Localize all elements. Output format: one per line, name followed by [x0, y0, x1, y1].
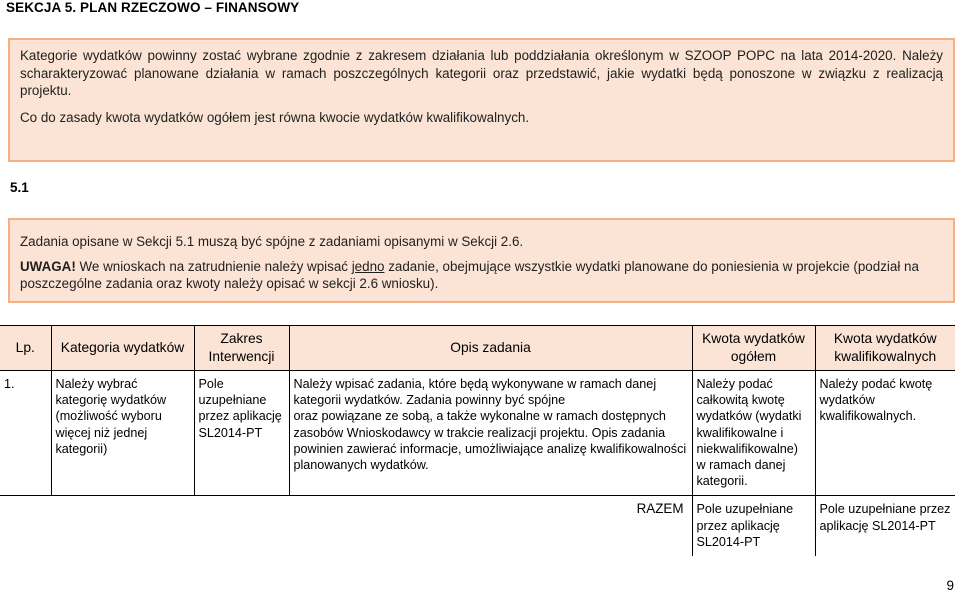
header-total-amount: Kwota wydatków ogółem — [692, 326, 815, 371]
sum-label: RAZEM — [0, 496, 692, 556]
info-box-guidelines — [8, 38, 955, 162]
guideline-note: Co do zasady kwota wydatków ogółem jest równa kwocie wydatków kwalifikowalnych. — [20, 109, 530, 125]
page-number: 9 — [946, 578, 954, 593]
sum-row — [0, 496, 955, 556]
cell-eligible-amount[interactable]: Należy podać kwotę wydatków kwalifikowalnych. — [815, 371, 955, 496]
guideline-paragraph: Kategorie wydatków powinny zostać wybrane zgodnie z zakresem działania lub poddziałania określonym w SZOOP POPC na lata 2014-2020. Należy scharakteryzować planowane działania w ramach poszczególnych kategorii oraz przedstawić, jakie wydatki będą ponoszone w związku z realizacją projektu. — [20, 48, 943, 98]
warning-text-post: zadanie, obejmujące wszystkie wydatki planowane do poniesienia w projekcie (podział na poszczególne zadania oraz kwoty należy opisać w sekcji 2.6 wniosku). — [20, 258, 919, 291]
header-eligible-amount: Kwota wydatków kwalifikowalnych — [815, 326, 955, 371]
warning-text-pre: We wnioskach na zatrudnienie należy wpisać — [75, 258, 352, 274]
description-text-2: oraz powiązane ze sobą, a także wykonalne w ramach dostępnych zasobów Wnioskodawcy w trakcie realizacji projektu. Opis zadania powinien zawierać informacje, umożliwiające analizę kwalifikowalności planowanych wydatków. — [293, 409, 687, 473]
header-lp: Lp. — [0, 326, 51, 371]
expenses-table — [0, 325, 955, 556]
cell-lp: 1. — [0, 371, 51, 496]
cell-description[interactable] — [289, 371, 692, 496]
cell-total-amount[interactable]: Należy podać całkowitą kwotę wydatków (wydatki kwalifikowalne i niekwalifikowalne) w ramach danej kategorii. — [692, 371, 815, 496]
cell-category[interactable]: Należy wybrać kategorię wydatków (możliwość wyboru więcej niż jednej kategorii) — [51, 371, 194, 496]
info-box-warning — [8, 218, 955, 303]
header-category: Kategoria wydatków — [51, 326, 194, 371]
cell-scope: Pole uzupełniane przez aplikację SL2014-PT — [194, 371, 289, 496]
description-text-1: Należy wpisać zadania, które będą wykonywane w ramach danej kategorii wydatków. Zadania powinny być spójne — [293, 377, 657, 408]
consistency-note: Zadania opisane w Sekcji 5.1 muszą być spójne z zadaniami opisanymi w Sekcji 2.6. — [20, 234, 524, 249]
table-row — [0, 371, 955, 496]
header-scope: Zakres Interwencji — [194, 326, 289, 371]
warning-label: UWAGA! — [20, 258, 76, 274]
section-title: SEKCJA 5. PLAN RZECZOWO – FINANSOWY — [6, 0, 300, 15]
sum-eligible-amount: Pole uzupełniane przez aplikację SL2014-PT — [815, 496, 955, 556]
warning-text-underlined: jedno — [351, 258, 385, 274]
warning-paragraph — [20, 258, 943, 293]
sum-total-amount: Pole uzupełniane przez aplikację SL2014-PT — [696, 502, 794, 549]
table-header-row — [0, 326, 955, 371]
header-description: Opis zadania — [289, 326, 692, 371]
subsection-number: 5.1 — [10, 180, 29, 195]
